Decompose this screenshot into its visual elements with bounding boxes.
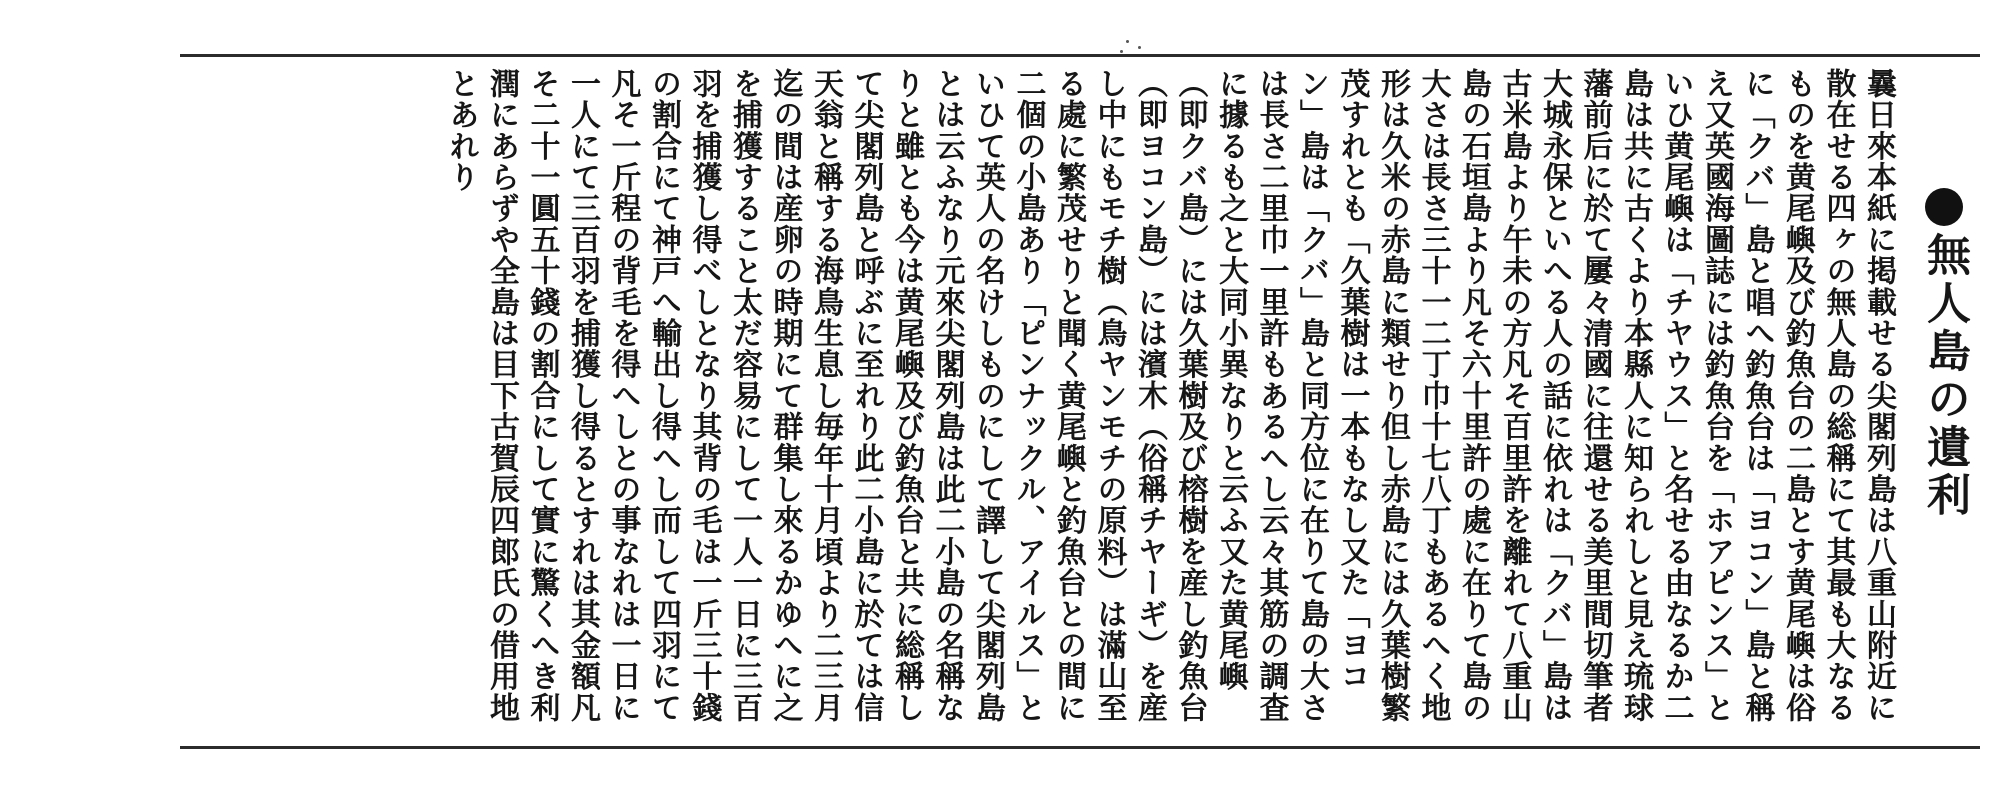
- headline-text: 無人島の遺利: [1919, 232, 1970, 520]
- print-speck: [1126, 40, 1129, 43]
- top-rule: [180, 54, 1980, 57]
- article-headline: [1916, 68, 1972, 738]
- article-body: 曩日來本紙に掲載せる尖閣列島は八重山附近に散在せる四ヶの無人島の総稱にて其最も大なるものを黄尾嶼及び釣魚台の二島とす黄尾嶼は俗に「クバ」島と唱へ釣魚台は「ヨコン」島と稱え又英國海圖誌には釣魚台を「ホアピンス」といひ黄尾嶼は「チヤウス」と名せる由なるか二島は共に古くより本縣人に知られしと見え琉球藩前后に於て屢々清國に往還せる美里間切筆者大城永保といへる人の話に依れは「クバ」島は古米島より午未の方凡そ百里許を離れて八重山島の石垣島より凡そ六十里許の處に在りて島の大さは長さ三十一二丁巾十七八丁もあるへく地形は久米の赤島に類せり但し赤島には久葉樹繁茂すれとも「久葉樹は一本もなし又た「ヨコン」島は「クバ」島と同方位に在りて島の大さは長さ二里巾一里許もあるへし云々其筋の調査に據るも之と大同小異なりと云ふ又た黄尾嶼（即クバ島）には久葉樹及び榕樹を産し釣魚台（即ヨコン島）には濱木（俗稱チヤーギ）を産し中にもモチ樹（鳥ヤンモチの原料）は滿山至る處に繁茂せりと聞く黄尾嶼と釣魚台との間に二個の小島あり「ピンナックル、アイルス」といひて英人の名けしものにして譯して尖閣列島とは云ふなり元來尖閣列島は此二小島の名稱なりと雖とも今は黄尾嶼及び釣魚台と共に総稱して尖閣列島と呼ぶに至れり此二小島に於ては信天翁と稱する海鳥生息し毎年十月頃より二三月迄の間は産卵の時期にて群集し來るかゆへに之を捕獲すること太だ容易にして一人一日に三百羽を捕獲し得べしとなり其背の毛は一斤三十錢の割合にて神戸へ輸出し得へし而して四羽にて凡そ一斤程の背毛を得へしとの事なれは一日に一人にて三百羽を捕獲し得るとすれは其金額凡そ二十一圓五十錢の割合にして實に驚くへき利潤にあらずや全島は目下古賀辰四郎氏の借用地とあれり: [443, 68, 1896, 724]
- bullet-mark-icon: [1925, 188, 1963, 226]
- print-speck: [1138, 46, 1141, 49]
- print-speck: [1120, 50, 1123, 53]
- article-column: [180, 68, 1972, 738]
- bottom-rule: [180, 746, 1980, 749]
